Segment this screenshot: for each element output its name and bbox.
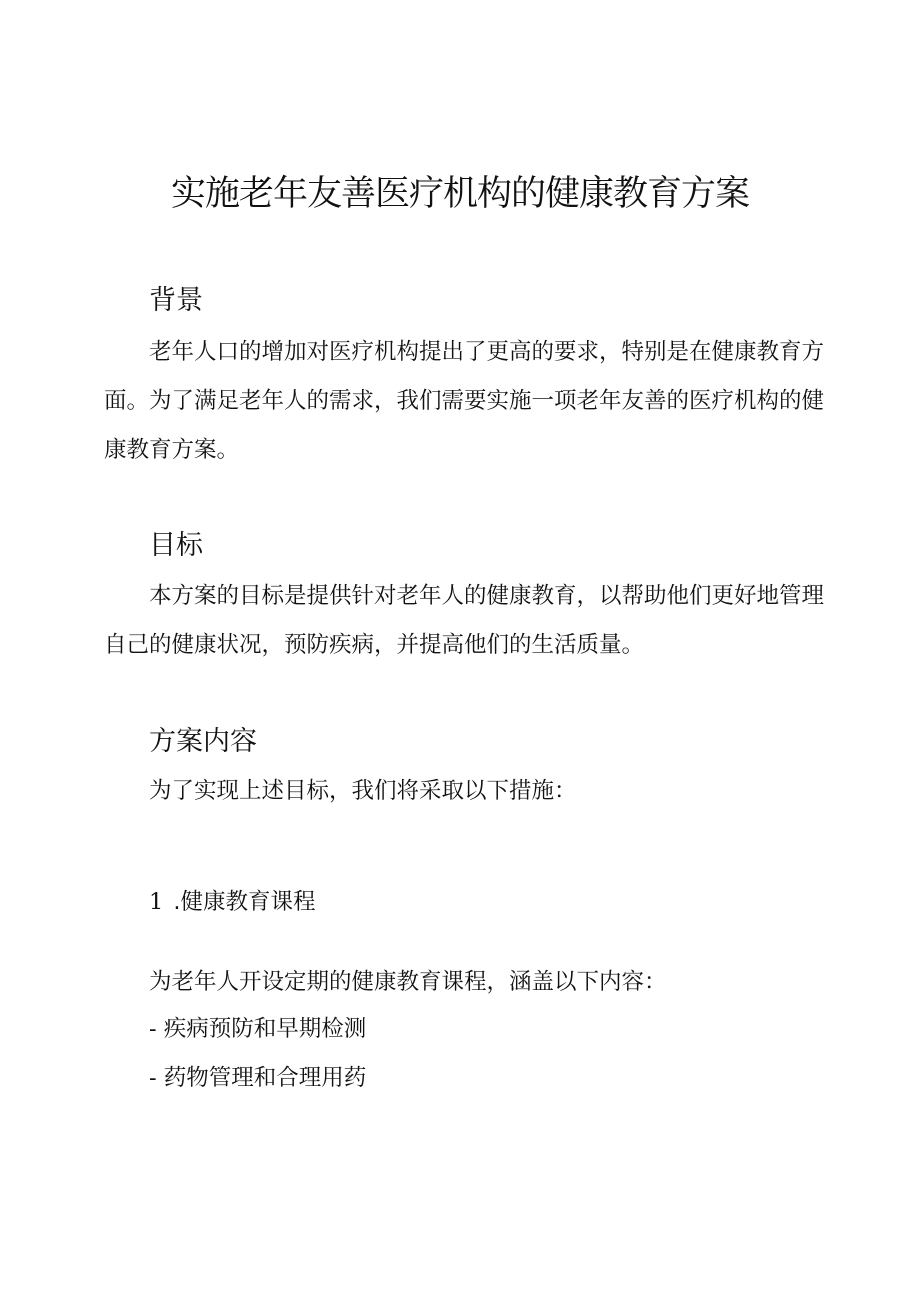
item-1-number: 1 [149,889,164,915]
section-heading-background: 背景 [149,285,203,316]
section-heading-content: 方案内容 [149,726,257,757]
goal-paragraph: 本方案的目标是提供针对老年人的健康教育，以帮助他们更好地管理自己的健康状况，预防疾病，并提高他们的生活质量。 [104,583,825,658]
content-intro: 为了实现上述目标，我们将采取以下措施： [149,778,577,804]
item-1-heading [149,882,315,922]
background-paragraph: 老年人口的增加对医疗机构提出了更高的要求，特别是在健康教育方面。为了满足老年人的需求，我们需要实施一项老年友善的医疗机构的健康教育方案。 [104,339,825,463]
list-item: - 药物管理和合理用药 [149,1065,367,1091]
section-heading-goal: 目标 [149,530,203,561]
item-1-title: .健康教育课程 [173,889,316,915]
item-1-intro: 为老年人开设定期的健康教育课程，涵盖以下内容： [149,969,667,995]
list-item: - 疾病预防和早期检测 [149,1016,367,1042]
document-title: 实施老年友善医疗机构的健康教育方案 [170,174,749,214]
